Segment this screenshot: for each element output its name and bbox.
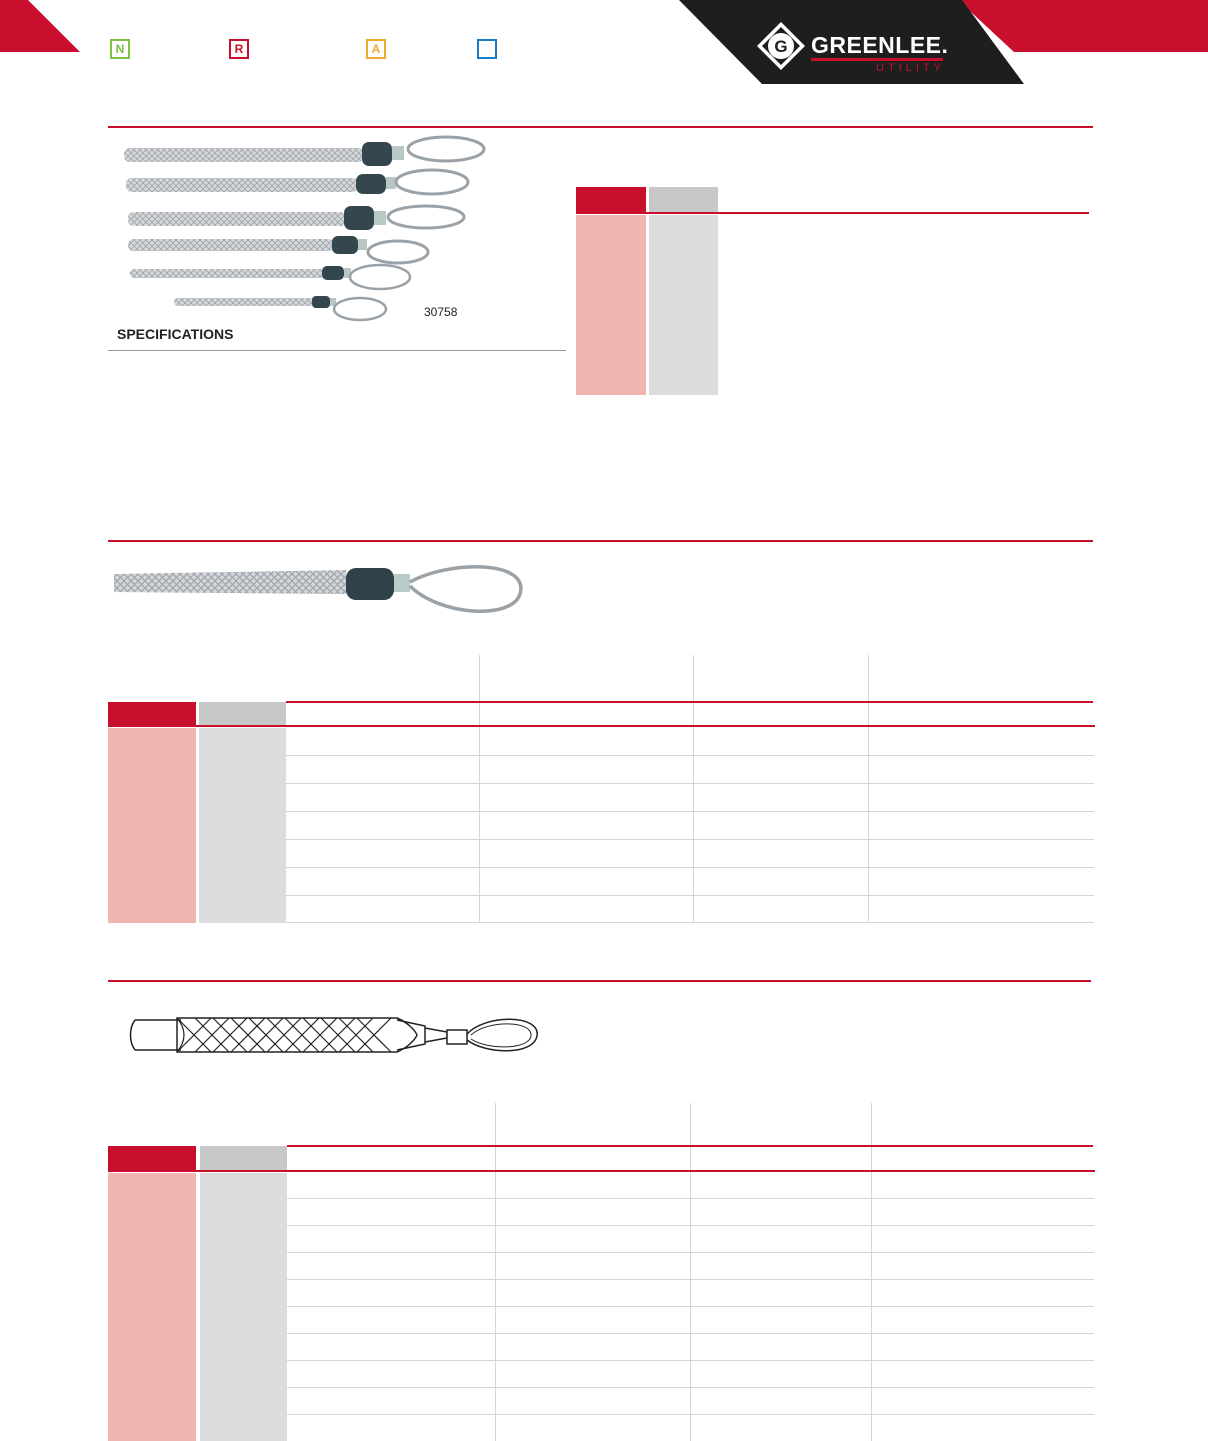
brand-underline [811,58,943,61]
table-row [287,1387,1094,1388]
spec-table-col-grey [649,215,718,395]
svg-text:G: G [774,37,788,56]
legend-box-r: R [229,39,249,59]
table3-col-sep-3 [871,1103,872,1441]
spec-table-header-grey [649,187,718,213]
table-row [286,811,1094,812]
table-row [287,1333,1094,1334]
table-row [286,922,1094,923]
legend-box-a: A [366,39,386,59]
grip-line-drawing [125,1010,545,1060]
corner-accent-left [0,0,80,52]
table-row [286,783,1094,784]
table2-header-grey [199,702,286,726]
table3-col-sep-2 [690,1103,691,1441]
table2-col-grey [199,728,286,923]
table2-col-red [108,728,196,923]
spec-table-header-red [576,187,646,213]
spec-table-header-rule [576,212,1089,214]
table2-header-red [108,702,196,726]
specifications-rule [108,350,566,351]
spec-table-col-red [576,215,646,395]
legend-box-blank [477,39,497,59]
table2-col-sep-1 [479,655,480,922]
table2-header-top-rule [286,701,1093,703]
table-row [286,755,1094,756]
table3-header-top-rule [287,1145,1093,1147]
table2-header-bottom-rule [108,725,1095,727]
table3-col-grey [200,1173,287,1441]
table3-header-bottom-rule [108,1170,1095,1172]
table-row [287,1360,1094,1361]
cable-grips-image [110,132,530,322]
table-row [287,1279,1094,1280]
product-code-label: 30758 [424,305,458,319]
legend-box-n: N [110,39,130,59]
table-row [286,839,1094,840]
brand-subtitle: UTILITY [876,62,945,74]
table-row [287,1252,1094,1253]
table-row [287,1225,1094,1226]
table3-col-sep-1 [495,1103,496,1441]
section2-rule [108,540,1093,542]
table3-col-red [108,1173,196,1441]
table-row [287,1414,1094,1415]
brand-wordmark: GREENLEE. [811,32,949,58]
table2-col-sep-2 [693,655,694,922]
table-row [286,867,1094,868]
greenlee-logo-icon [755,20,807,72]
table-row [287,1306,1094,1307]
table-row [286,895,1094,896]
table-row [287,1198,1094,1199]
specifications-heading: SPECIFICATIONS [117,326,234,342]
section1-rule [108,126,1093,128]
table2-col-sep-3 [868,655,869,922]
table3-header-red [108,1146,196,1171]
section3-rule [108,980,1091,982]
single-grip-image [110,560,530,624]
table3-header-grey [200,1146,287,1171]
